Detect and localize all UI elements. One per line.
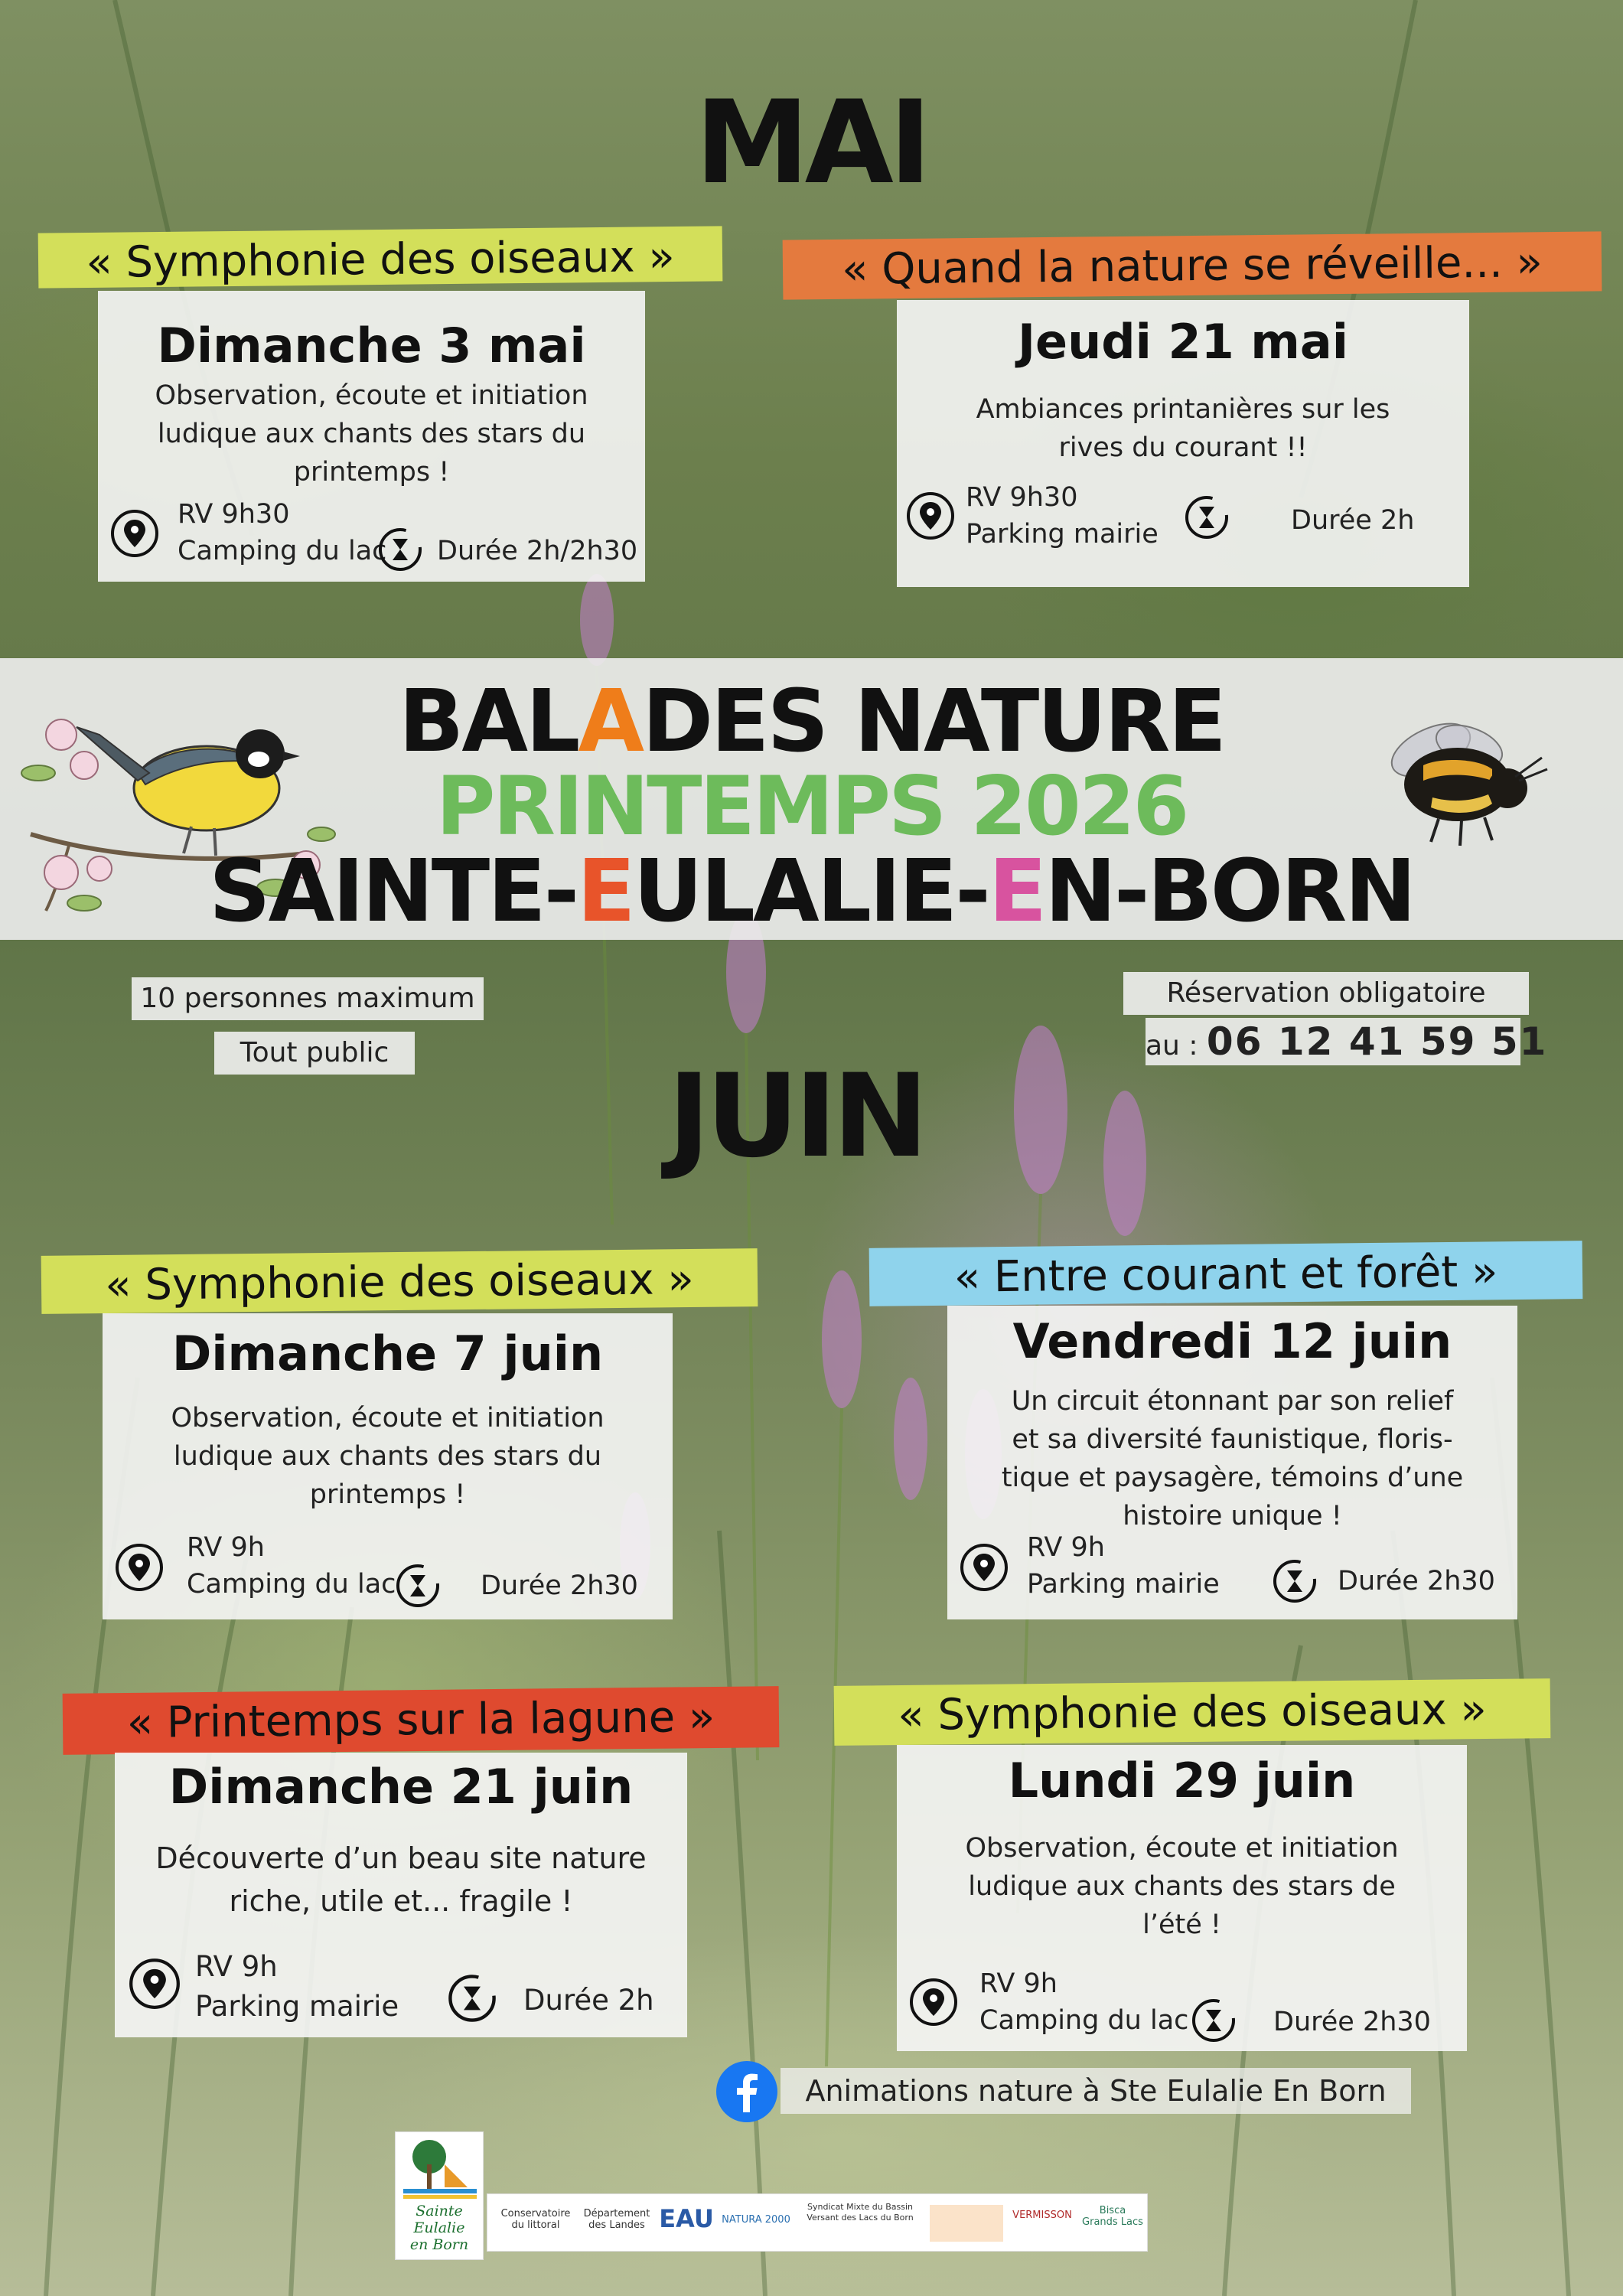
- partner-logo: Département des Landes: [583, 2208, 650, 2231]
- event-duration: Durée 2h/2h30: [437, 536, 638, 566]
- partner-logo: Syndicat Mixte du Bassin Versant des Lacs du Born: [807, 2202, 914, 2223]
- event-description: Un circuit étonnant par son relief et sa diversité faunistique, floris- tique et paysagère, témoins d’une histoire unique !: [1001, 1386, 1464, 1531]
- month-title-june: JUIN: [667, 1050, 924, 1183]
- event-description: Observation, écoute et initiation ludique aux chants des stars du printemps !: [171, 1403, 605, 1510]
- location-pin-icon: [906, 491, 955, 540]
- town-logo-text: Sainte Eulalie en Born: [409, 2203, 469, 2253]
- event-duration: Durée 2h: [523, 1984, 654, 2017]
- event-description: Observation, écoute et initiation ludique aux chants des stars du printemps !: [155, 380, 588, 488]
- reservation-tag: Réservation obligatoire: [1123, 972, 1529, 1015]
- partner-logos-strip: [487, 2193, 1148, 2252]
- event-rendezvous: RV 9h Camping du lac: [979, 1968, 1189, 2036]
- event-rendezvous: RV 9h Parking mairie: [195, 1950, 399, 2023]
- tree-icon: [397, 2134, 483, 2203]
- partner-logo: EAU: [659, 2204, 714, 2233]
- event-banner: « Symphonie des oiseaux »: [834, 1678, 1551, 1746]
- event-card: [897, 1745, 1467, 2051]
- public-tag: Tout public: [214, 1032, 415, 1075]
- partner-logo: Bisca Grands Lacs: [1082, 2205, 1143, 2228]
- event-date: Vendredi 12 juin: [1012, 1313, 1452, 1369]
- event-banner: « Entre courant et forêt »: [869, 1241, 1583, 1306]
- event-date: Dimanche 21 juin: [168, 1759, 634, 1815]
- event-rendezvous: RV 9h30 Parking mairie: [966, 482, 1159, 550]
- town-logo: [395, 2131, 484, 2260]
- max-participants-tag: 10 personnes maximum: [132, 977, 484, 1020]
- event-card: [947, 1306, 1517, 1619]
- month-title-may: MAI: [695, 77, 927, 210]
- event-card: [103, 1313, 673, 1619]
- hourglass-icon: [1191, 1998, 1237, 2043]
- partner-logo: VERMISSON: [1012, 2210, 1072, 2221]
- event-card: [98, 291, 645, 582]
- event-date: Jeudi 21 mai: [1017, 314, 1349, 370]
- hourglass-icon: [1272, 1558, 1318, 1604]
- event-date: Dimanche 3 mai: [157, 318, 586, 373]
- title-line-3: SAINTE-EULALIE-EN-BORN: [209, 842, 1414, 941]
- event-description: Ambiances printanières sur les rives du courant !!: [976, 394, 1390, 463]
- event-rendezvous: RV 9h Parking mairie: [1027, 1532, 1220, 1600]
- hourglass-icon: [395, 1563, 441, 1609]
- event-banner: « Quand la nature se réveille... »: [783, 231, 1602, 299]
- partner-logo: Conservatoire du littoral: [500, 2208, 571, 2231]
- title-line-1: BALADES NATURE: [398, 672, 1225, 771]
- location-pin-icon: [115, 1543, 164, 1592]
- event-duration: Durée 2h30: [481, 1570, 638, 1601]
- location-pin-icon: [129, 1958, 181, 2010]
- title-line-2: PRINTEMPS 2026: [435, 759, 1188, 853]
- facebook-icon[interactable]: [715, 2060, 778, 2123]
- phone-tag: au : 06 12 41 59 51: [1146, 1019, 1548, 1064]
- phone-number[interactable]: 06 12 41 59 51: [1206, 1019, 1548, 1064]
- hourglass-icon: [377, 527, 423, 572]
- partner-logo: NATURA 2000: [722, 2214, 790, 2226]
- event-duration: Durée 2h30: [1338, 1566, 1495, 1596]
- event-banner: « Printemps sur la lagune »: [63, 1686, 780, 1755]
- event-rendezvous: RV 9h Camping du lac: [187, 1532, 396, 1600]
- location-pin-icon: [960, 1543, 1009, 1592]
- partner-logo: [930, 2205, 1003, 2242]
- event-card: [115, 1753, 687, 2037]
- event-date: Dimanche 7 juin: [171, 1326, 604, 1381]
- event-card: [897, 300, 1469, 587]
- event-description: Découverte d’un beau site nature riche, utile et... fragile !: [155, 1841, 647, 1918]
- hourglass-icon: [447, 1973, 497, 2024]
- location-pin-icon: [110, 509, 159, 558]
- event-rendezvous: RV 9h30 Camping du lac: [178, 499, 387, 566]
- hourglass-icon: [1184, 494, 1230, 540]
- event-description: Observation, écoute et initiation ludique aux chants des stars de l’été !: [965, 1833, 1399, 1940]
- event-duration: Durée 2h30: [1273, 2007, 1431, 2037]
- facebook-page-label[interactable]: Animations nature à Ste Eulalie En Born: [781, 2068, 1411, 2114]
- event-duration: Durée 2h: [1291, 505, 1415, 536]
- location-pin-icon: [909, 1978, 958, 2027]
- event-banner: « Symphonie des oiseaux »: [41, 1248, 758, 1314]
- event-date: Lundi 29 juin: [1008, 1753, 1356, 1808]
- event-banner: « Symphonie des oiseaux »: [38, 226, 723, 288]
